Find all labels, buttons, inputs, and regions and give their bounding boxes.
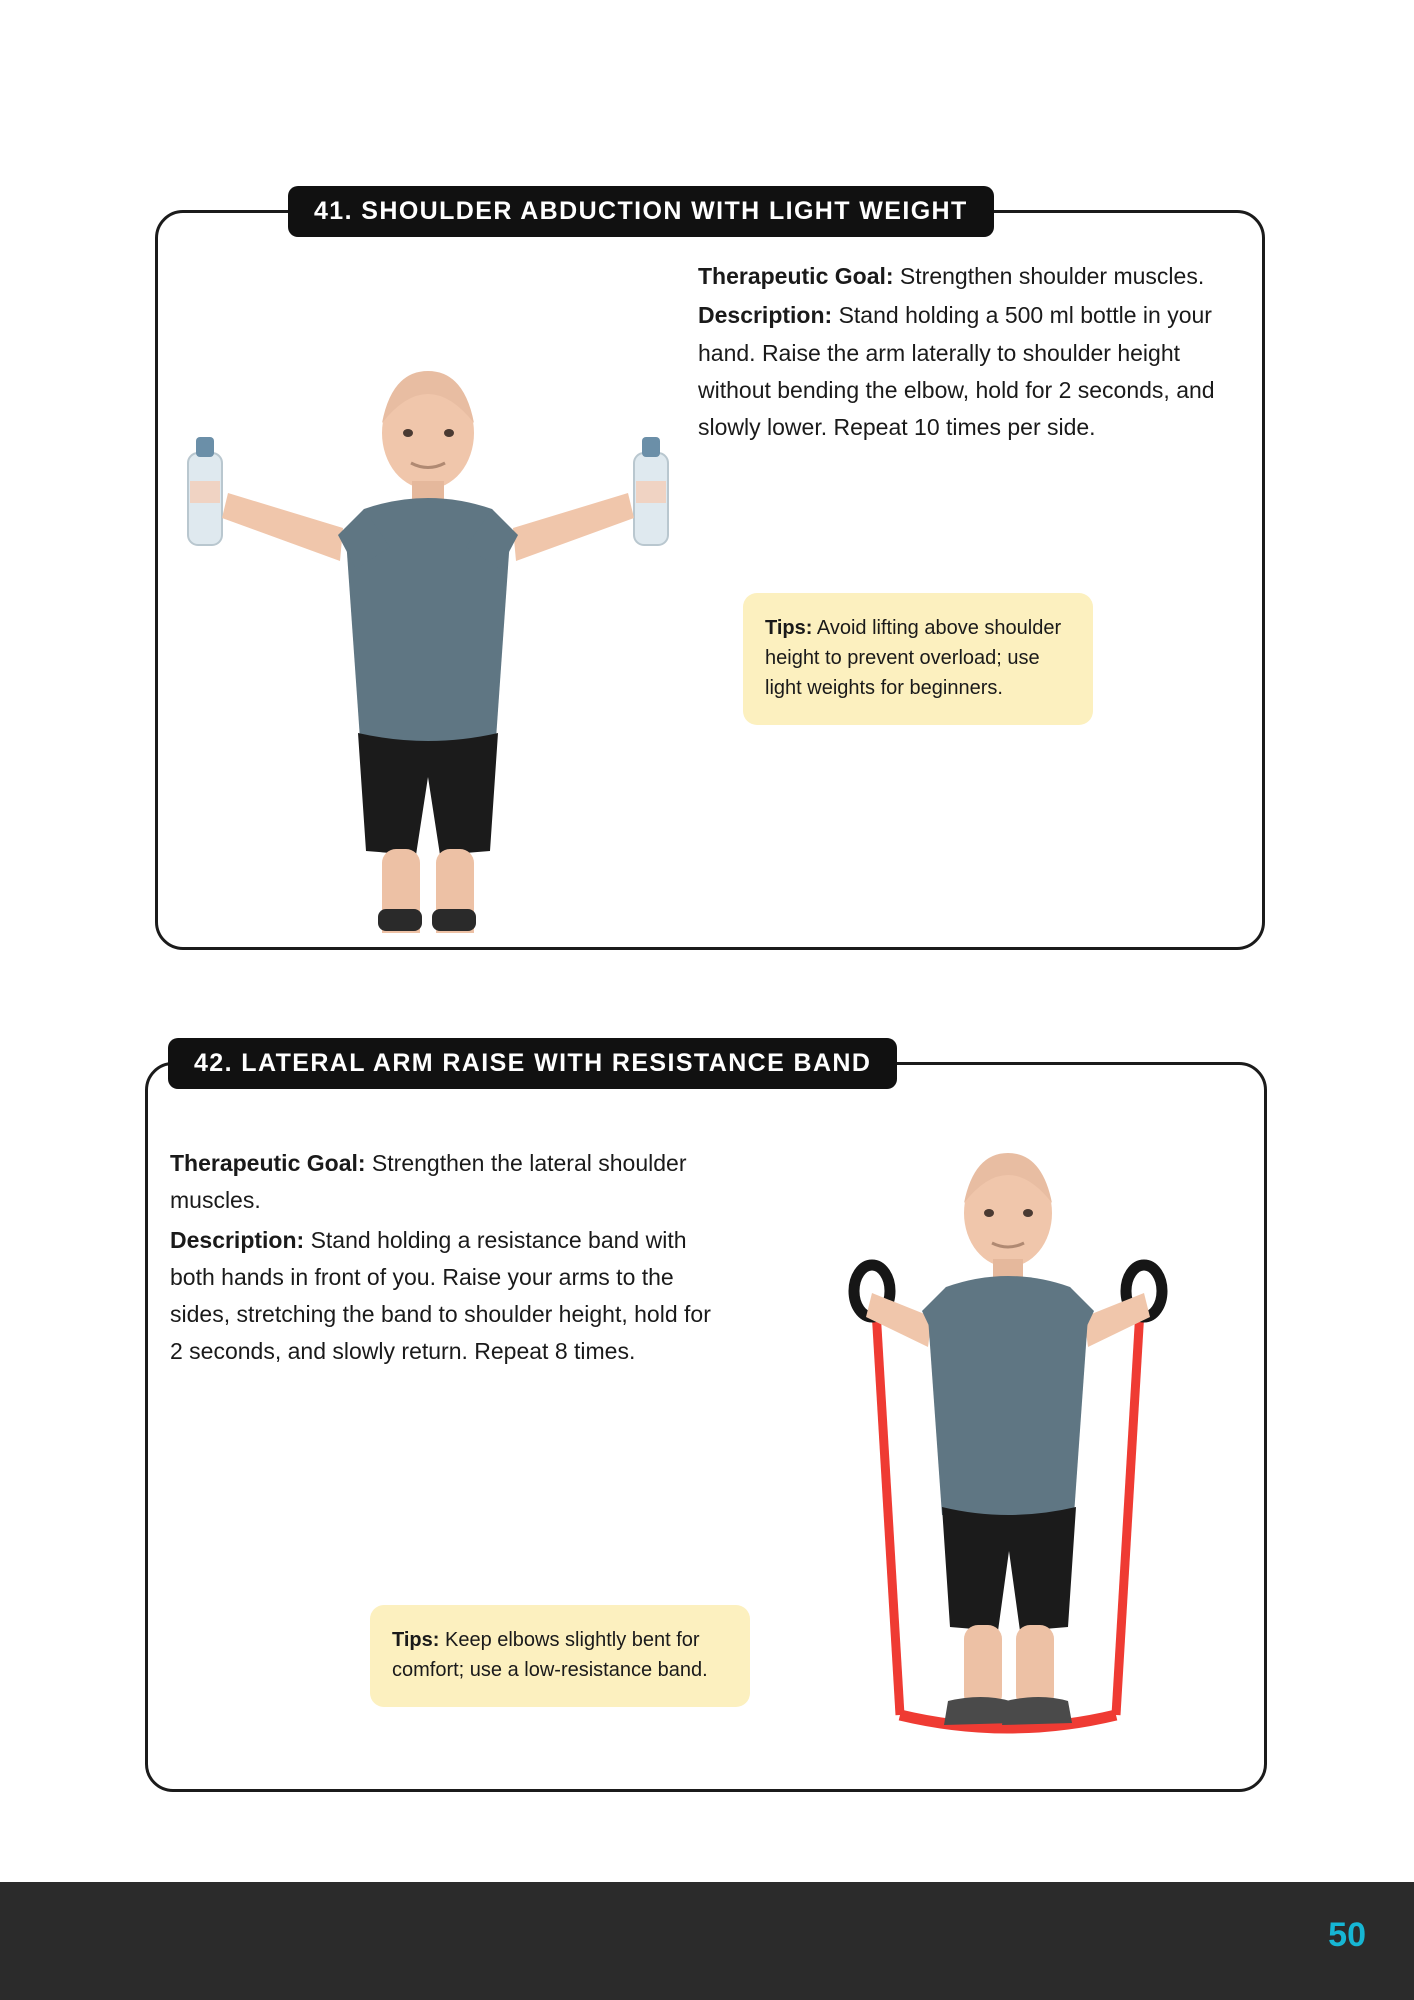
goal-line-42 [170,1145,730,1220]
exercise-text-42 [170,1145,730,1373]
exercise-card-42 [145,1049,1267,1792]
description-label-42: Description: [170,1226,305,1253]
tips-box-41 [743,593,1093,725]
goal-label-42: Therapeutic Goal: [170,1150,366,1176]
description-label-41: Description: [698,302,833,329]
description-text-41: Stand holding a 500 ml bottle in your hand. Raise the arm laterally to shoulder height without bending the elbow, hold for 2 seconds, and slowly lower. Repeat 10 times per side. [698,302,1215,440]
goal-text-41: Strengthen shoulder muscles. [893,263,1205,289]
goal-text-42: Strengthen the lateral shoulder muscles. [170,1150,687,1214]
goal-label-41: Therapeutic Goal: [698,263,894,289]
exercise-text-41 [698,258,1228,448]
tips-box-42 [370,1605,750,1707]
tips-label-42: Tips: [392,1629,440,1651]
tips-text-41: Avoid lifting above shoulder height to prevent overload; use light weights for beginners. [765,617,1062,699]
page-footer [0,1882,1414,2000]
description-line-41 [698,297,1228,446]
tips-label-41: Tips: [765,617,813,639]
exercise-illustration-42 [748,1105,1268,1765]
goal-line-41 [698,258,1228,295]
exercise-illustration-41 [168,313,688,933]
tips-text-42: Keep elbows slightly bent for comfort; use a low-resistance band. [392,1629,708,1681]
description-text-42: Stand holding a resistance band with both hands in front of you. Raise your arms to the sides, stretching the band to shoulder height, hold for 2 seconds, and slowly return. Repeat 8 times. [170,1226,711,1365]
page-number: 50 [1328,1916,1366,1954]
exercise-title-41: 41. SHOULDER ABDUCTION WITH LIGHT WEIGHT [288,186,994,237]
exercise-title-42: 42. LATERAL ARM RAISE WITH RESISTANCE BAND [168,1038,897,1089]
description-line-42 [170,1222,730,1371]
exercise-card-41 [155,197,1265,950]
